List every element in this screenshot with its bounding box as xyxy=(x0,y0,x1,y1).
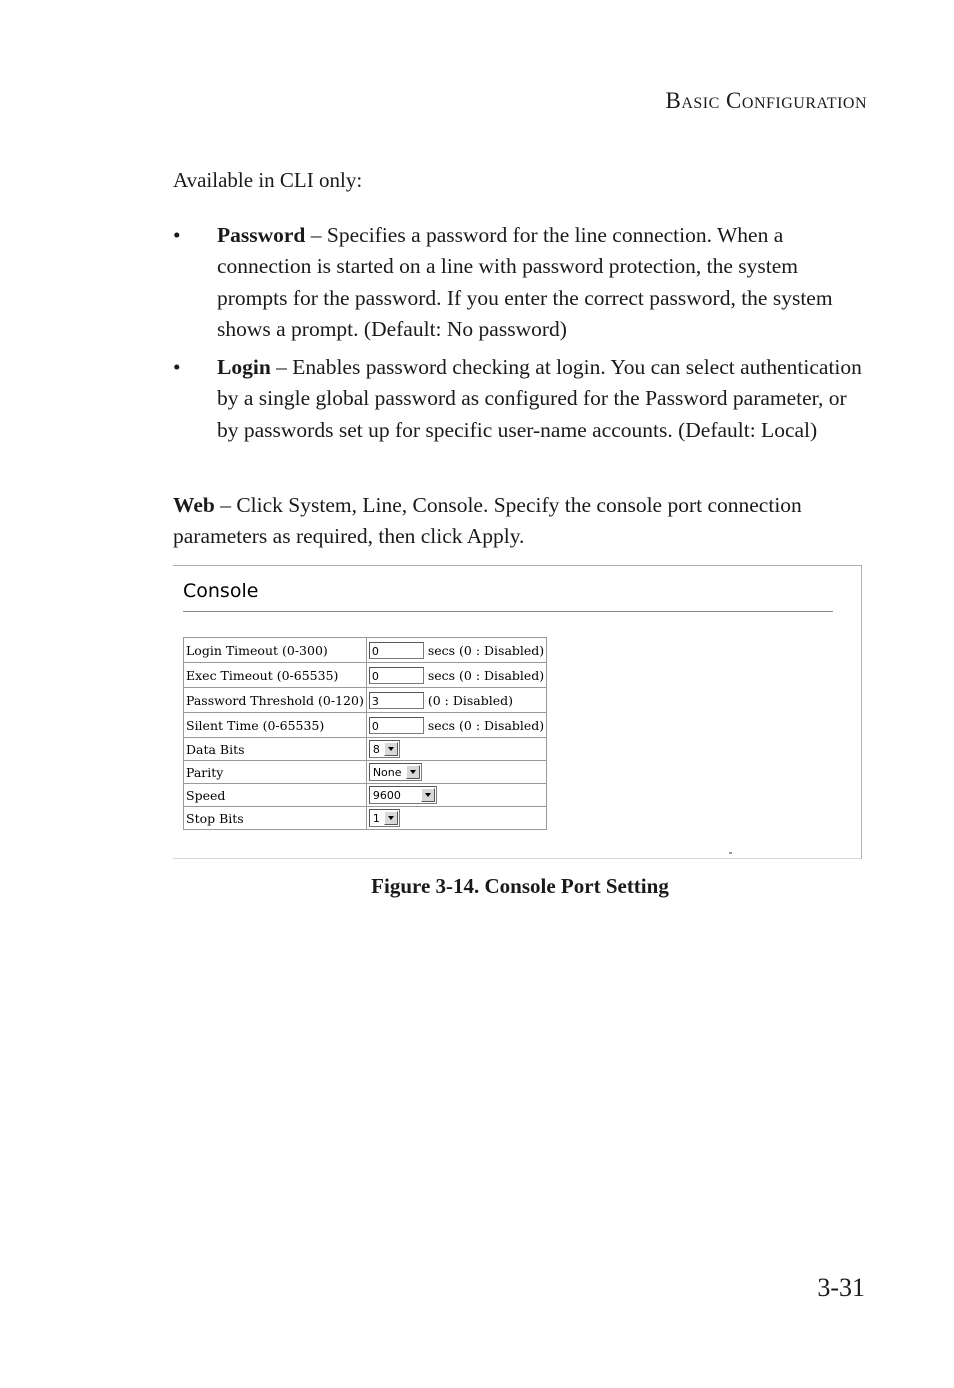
login-timeout-unit: secs (0 : Disabled) xyxy=(427,642,545,658)
parity-select[interactable] xyxy=(369,763,422,781)
password-threshold-input[interactable]: 3 xyxy=(369,692,424,709)
parity-label: Parity xyxy=(184,761,367,784)
table-row xyxy=(184,738,547,761)
term-password: Password xyxy=(217,223,306,247)
running-head-c: C xyxy=(726,88,742,113)
password-threshold-label: Password Threshold (0-120) xyxy=(184,688,367,713)
running-head-b: B xyxy=(665,88,682,113)
speed-select[interactable] xyxy=(369,786,437,804)
running-head-onfiguration: ONFIGURATION xyxy=(741,95,867,112)
chevron-down-icon[interactable] xyxy=(384,811,398,825)
figure-caption: Figure 3-14. Console Port Setting xyxy=(371,874,669,898)
chevron-down-icon[interactable] xyxy=(384,742,398,756)
list-item-password xyxy=(173,220,863,345)
web-paragraph xyxy=(173,490,863,553)
table-row xyxy=(184,638,547,663)
stop-bits-select[interactable] xyxy=(369,809,400,827)
table-row xyxy=(184,807,547,830)
data-bits-select[interactable] xyxy=(369,740,400,758)
bullet-icon: • xyxy=(173,355,181,380)
table-row xyxy=(184,663,547,688)
term-login: Login xyxy=(217,355,271,380)
chevron-down-icon[interactable] xyxy=(406,765,420,779)
silent-time-input[interactable]: 0 xyxy=(369,717,424,734)
desc-web: – Click System, Line, Console. Specify the console port connection parameters as required, then click Apply. xyxy=(173,493,802,549)
console-settings-table xyxy=(183,637,547,830)
bullet-icon: • xyxy=(173,223,181,247)
exec-timeout-input[interactable]: 0 xyxy=(369,667,424,684)
data-bits-label: Data Bits xyxy=(184,738,367,761)
title-divider xyxy=(183,611,833,612)
parity-value: None xyxy=(372,765,402,779)
desc-password: – Specifies a password for the line connection. When a connection is started on a line with password protection, the system prompts for the password. If you enter the correct password, the system shows a prompt. (Default: No password) xyxy=(217,223,833,341)
stop-bits-label: Stop Bits xyxy=(184,807,367,830)
login-timeout-input[interactable]: 0 xyxy=(369,642,424,659)
scroll-artifact xyxy=(729,852,732,854)
login-timeout-label: Login Timeout (0-300) xyxy=(184,638,367,663)
exec-timeout-unit: secs (0 : Disabled) xyxy=(427,667,545,683)
option-list xyxy=(173,220,863,453)
silent-time-unit: secs (0 : Disabled) xyxy=(427,717,545,733)
stop-bits-value: 1 xyxy=(372,811,380,825)
silent-time-label: Silent Time (0-65535) xyxy=(184,713,367,738)
intro-text: Available in CLI only: xyxy=(173,168,363,192)
chevron-down-icon[interactable] xyxy=(421,788,435,802)
password-threshold-unit: (0 : Disabled) xyxy=(427,692,513,708)
table-row xyxy=(184,784,547,807)
running-head xyxy=(666,88,868,114)
exec-timeout-label: Exec Timeout (0-65535) xyxy=(184,663,367,688)
term-web: Web xyxy=(173,493,215,517)
list-item-login xyxy=(173,352,863,446)
speed-value: 9600 xyxy=(372,788,401,802)
data-bits-value: 8 xyxy=(372,742,380,756)
table-row xyxy=(184,688,547,713)
page-number: 3-31 xyxy=(817,1273,865,1302)
table-row xyxy=(184,761,547,784)
console-title: Console xyxy=(183,580,259,602)
running-head-asic: ASIC xyxy=(681,95,720,112)
table-row xyxy=(184,713,547,738)
speed-label: Speed xyxy=(184,784,367,807)
console-screenshot xyxy=(173,565,862,859)
desc-login: – Enables password checking at login. You can select authentication by a single global password as configured for the Password parameter, or by passwords set up for specific user-name accounts. (Default: Local) xyxy=(217,355,862,442)
